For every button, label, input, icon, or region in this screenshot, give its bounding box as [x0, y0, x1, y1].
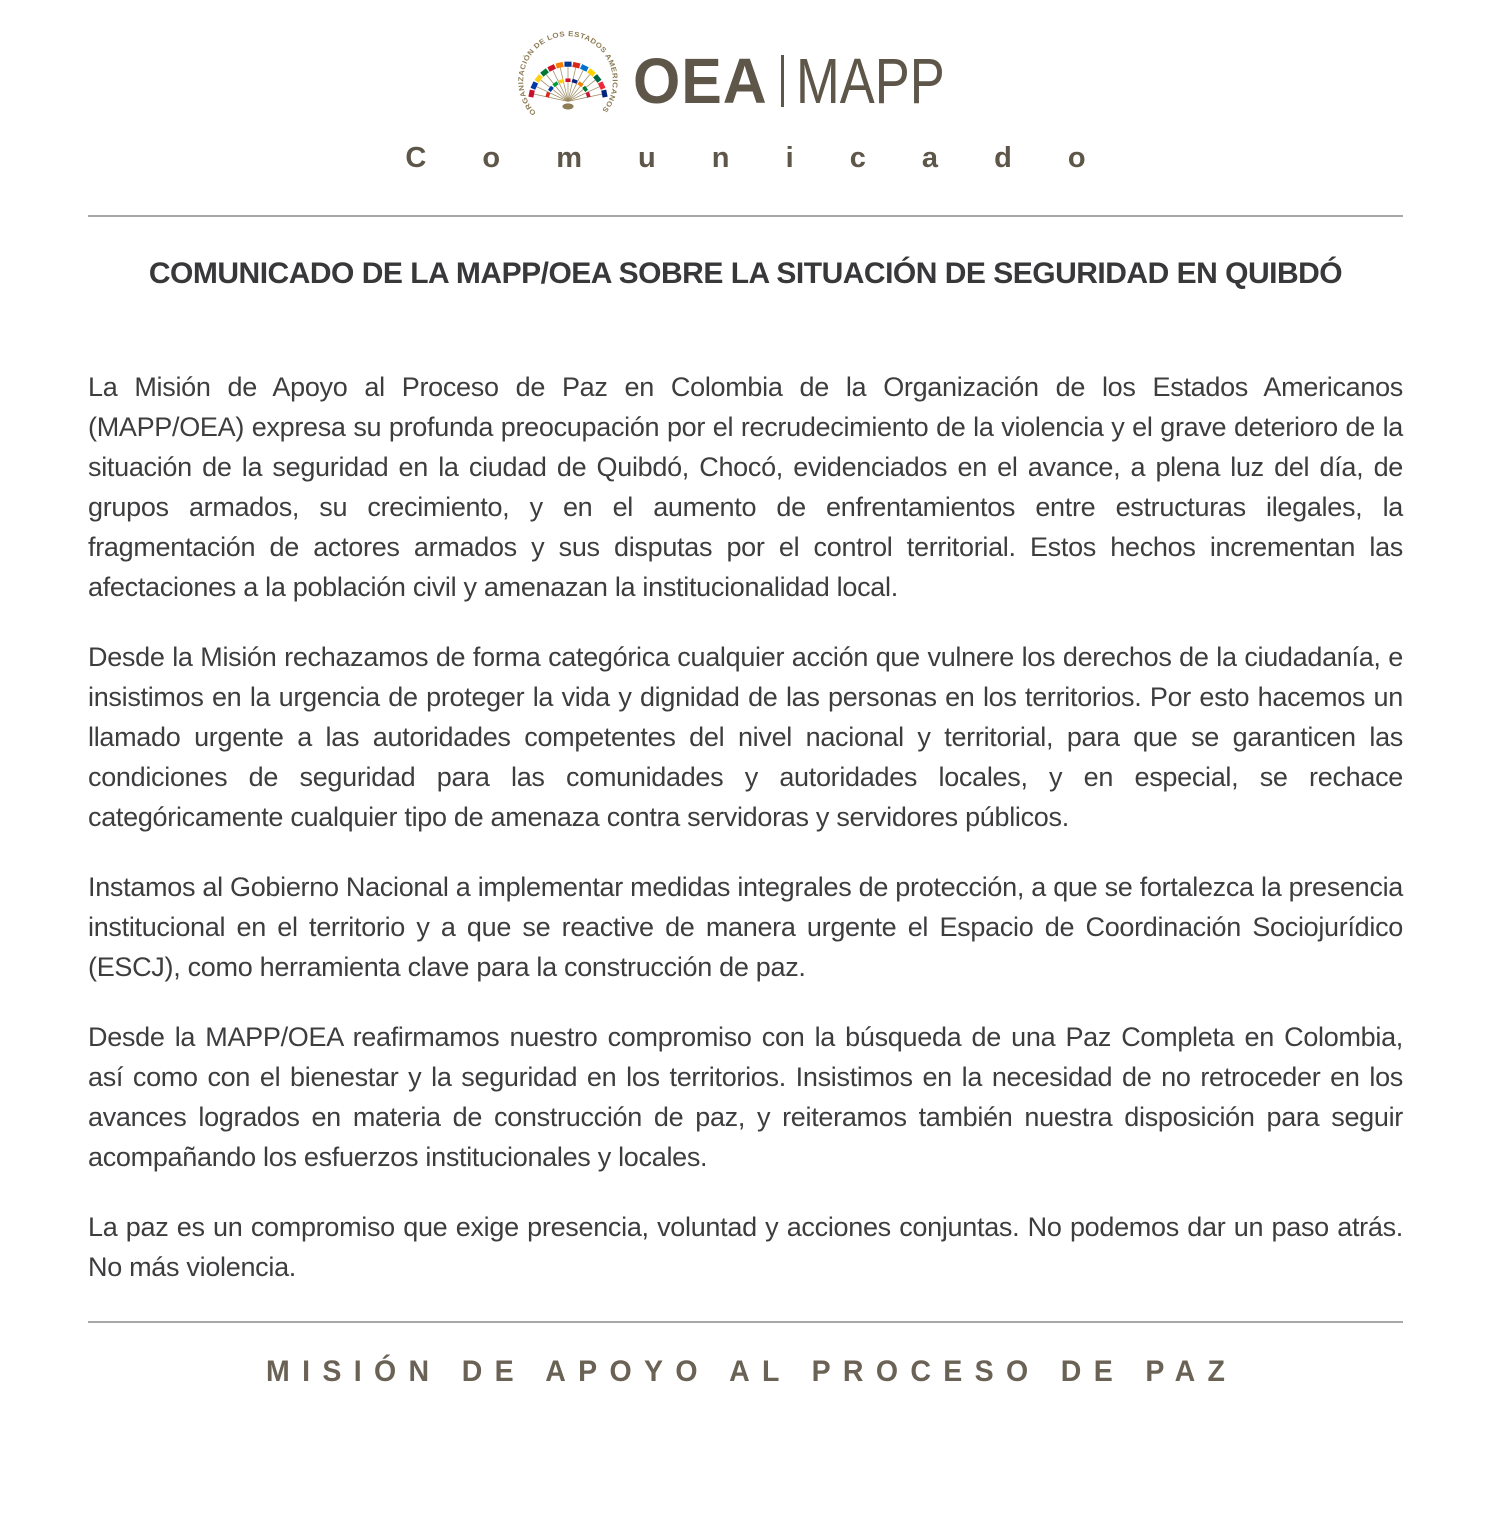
- bottom-divider-line: [88, 1321, 1403, 1323]
- page-header: [0, 0, 1491, 175]
- oea-mapp-wordmark: [633, 44, 977, 118]
- body-paragraph: Instamos al Gobierno Nacional a implementar medidas integrales de protección, a que se fortalezca la presencia institucional en el territorio y a que se reactive de manera urgente el Espacio de Coordinación Sociojurídico (ESCJ), como herramienta clave para la construcción de paz.: [88, 872, 1403, 982]
- wordmark-divider: [781, 55, 784, 107]
- wordmark-mapp: MAPP: [796, 45, 945, 117]
- body-paragraph: Desde la Misión rechazamos de forma categórica cualquier acción que vulnere los derechos de la ciudadanía, e insistimos en la urgencia de proteger la vida y dignidad de las personas en los territorios. Por esto hacemos un llamado urgente a las autoridades competentes del nivel nacional y territorial, para que se garanticen las condiciones de seguridad para las comunidades y autoridades locales, y en especial, se rechace categóricamente cualquier tipo de amenaza contra servidoras y servidores públicos.: [88, 642, 1403, 832]
- document-body: [88, 291, 1403, 1287]
- oea-mapp-logo: [513, 26, 977, 136]
- footer-tagline: MISIÓN DE APOYO AL PROCESO DE PAZ: [266, 1355, 1238, 1388]
- seal-base-emblem: [563, 103, 574, 109]
- comunicado-label: C o m u n i c a d o: [405, 142, 1110, 174]
- document-title: COMUNICADO DE LA MAPP/OEA SOBRE LA SITUACIÓN DE SEGURIDAD EN QUIBDÓ: [148, 257, 1343, 290]
- oea-seal-icon: [513, 26, 623, 136]
- wordmark-oea: OEA: [633, 45, 769, 117]
- seal-ring-text: ORGANIZACIÓN DE LOS ESTADOS AMERICANOS: [517, 30, 620, 117]
- body-paragraph: Desde la MAPP/OEA reafirmamos nuestro compromiso con la búsqueda de una Paz Completa en Colombia, así como con el bienestar y la seguridad en los territorios. Insistimos en la necesidad de no retroceder en los avances logrados en materia de construcción de paz, y reiteramos también nuestra disposición para seguir acompañando los esfuerzos institucionales y locales.: [88, 1022, 1403, 1172]
- body-paragraph: La Misión de Apoyo al Proceso de Paz en Colombia de la Organización de los Estados Americanos (MAPP/OEA) expresa su profunda preocupación por el recrudecimiento de la violencia y el grave deterioro de la situación de la seguridad en la ciudad de Quibdó, Chocó, evidenciados en el avance, a plena luz del día, de grupos armados, su crecimiento, y en el aumento de enfrentamientos entre estructuras ilegales, la fragmentación de actores armados y sus disputas por el control territorial. Estos hechos incrementan las afectaciones a la población civil y amenazan la institucionalidad local.: [88, 372, 1403, 602]
- body-paragraph: La paz es un compromiso que exige presencia, voluntad y acciones conjuntas. No podemos dar un paso atrás. No más violencia.: [88, 1212, 1403, 1282]
- top-divider-line: [88, 215, 1403, 217]
